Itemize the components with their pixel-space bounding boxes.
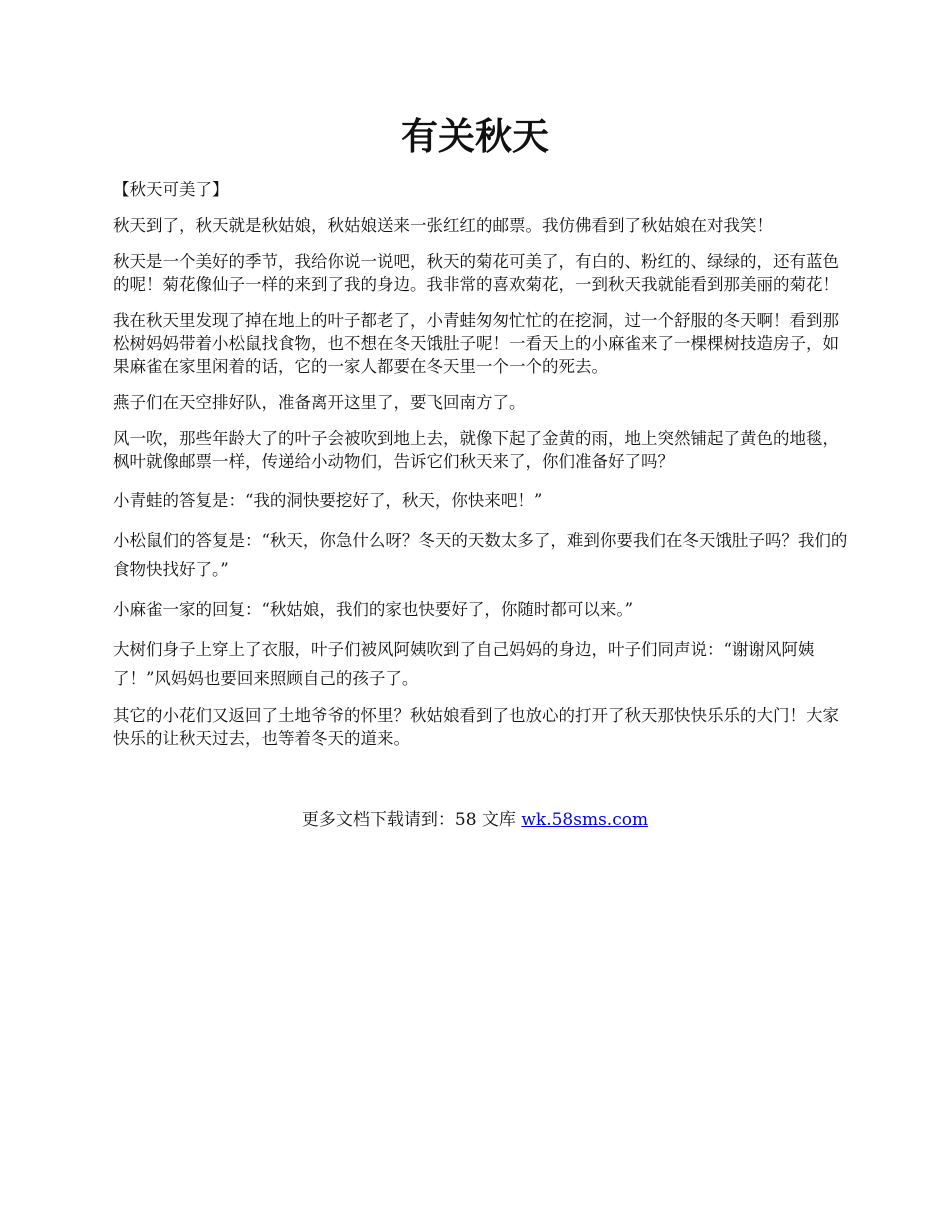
body-paragraph: 大树们身子上穿上了衣服，叶子们被风阿姨吹到了自己妈妈的身边，叶子们同声说：“谢谢风阿姨了！”风妈妈也要回来照顾自己的孩子了。 — [113, 640, 815, 688]
body-paragraph: 其它的小花们又返回了土地爷爷的怀里？秋姑娘看到了也放心的打开了秋天那快快乐乐的大门！大家快乐的让秋天过去，也等着冬天的道来。 — [113, 706, 839, 748]
body-paragraph: 小青蛙的答复是：“我的洞快要挖好了，秋天，你快来吧！” — [113, 491, 543, 510]
body-paragraph: 我在秋天里发现了掉在地上的叶子都老了，小青蛙匆匆忙忙的在挖洞，过一个舒服的冬天啊！看到那松树妈妈带着小松鼠找食物，也不想在冬天饿肚子呢！一看天上的小麻雀来了一棵棵树技造房子，如果麻雀在家里闲着的话，它的一家人都要在冬天里一个一个的死去。 — [113, 311, 839, 376]
body-paragraph: 秋天是一个美好的季节，我给你说一说吧，秋天的菊花可美了，有白的、粉红的、绿绿的，还有蓝色的呢！菊花像仙子一样的来到了我的身边。我非常的喜欢菊花，一到秋天我就能看到那美丽的菊花！ — [113, 252, 839, 294]
document-title: 有关秋天 — [401, 114, 549, 158]
section-heading: 【秋天可美了】 — [113, 180, 229, 199]
document-body — [113, 178, 853, 763]
footer-text: 更多文档下载请到：58 文库 — [301, 810, 522, 830]
body-paragraph: 燕子们在天空排好队，准备离开这里了，要飞回南方了。 — [113, 393, 526, 412]
body-paragraph: 风一吹，那些年龄大了的叶子会被吹到地上去，就像下起了金黄的雨，地上突然铺起了黄色的地毯，枫叶就像邮票一样，传递给小动物们，告诉它们秋天来了，你们准备好了吗？ — [113, 429, 839, 471]
body-paragraph: 小松鼠们的答复是：“秋天，你急什么呀？冬天的天数太多了，难到你要我们在冬天饿肚子吗？我们的食物快找好了。” — [113, 531, 848, 579]
download-footer — [0, 808, 950, 832]
body-paragraph: 秋天到了，秋天就是秋姑娘，秋姑娘送来一张红红的邮票。我仿佛看到了秋姑娘在对我笑！ — [113, 216, 773, 235]
footer-link[interactable]: wk.58sms.com — [521, 810, 649, 830]
body-paragraph: 小麻雀一家的回复：“秋姑娘，我们的家也快要好了，你随时都可以来。” — [113, 600, 634, 619]
